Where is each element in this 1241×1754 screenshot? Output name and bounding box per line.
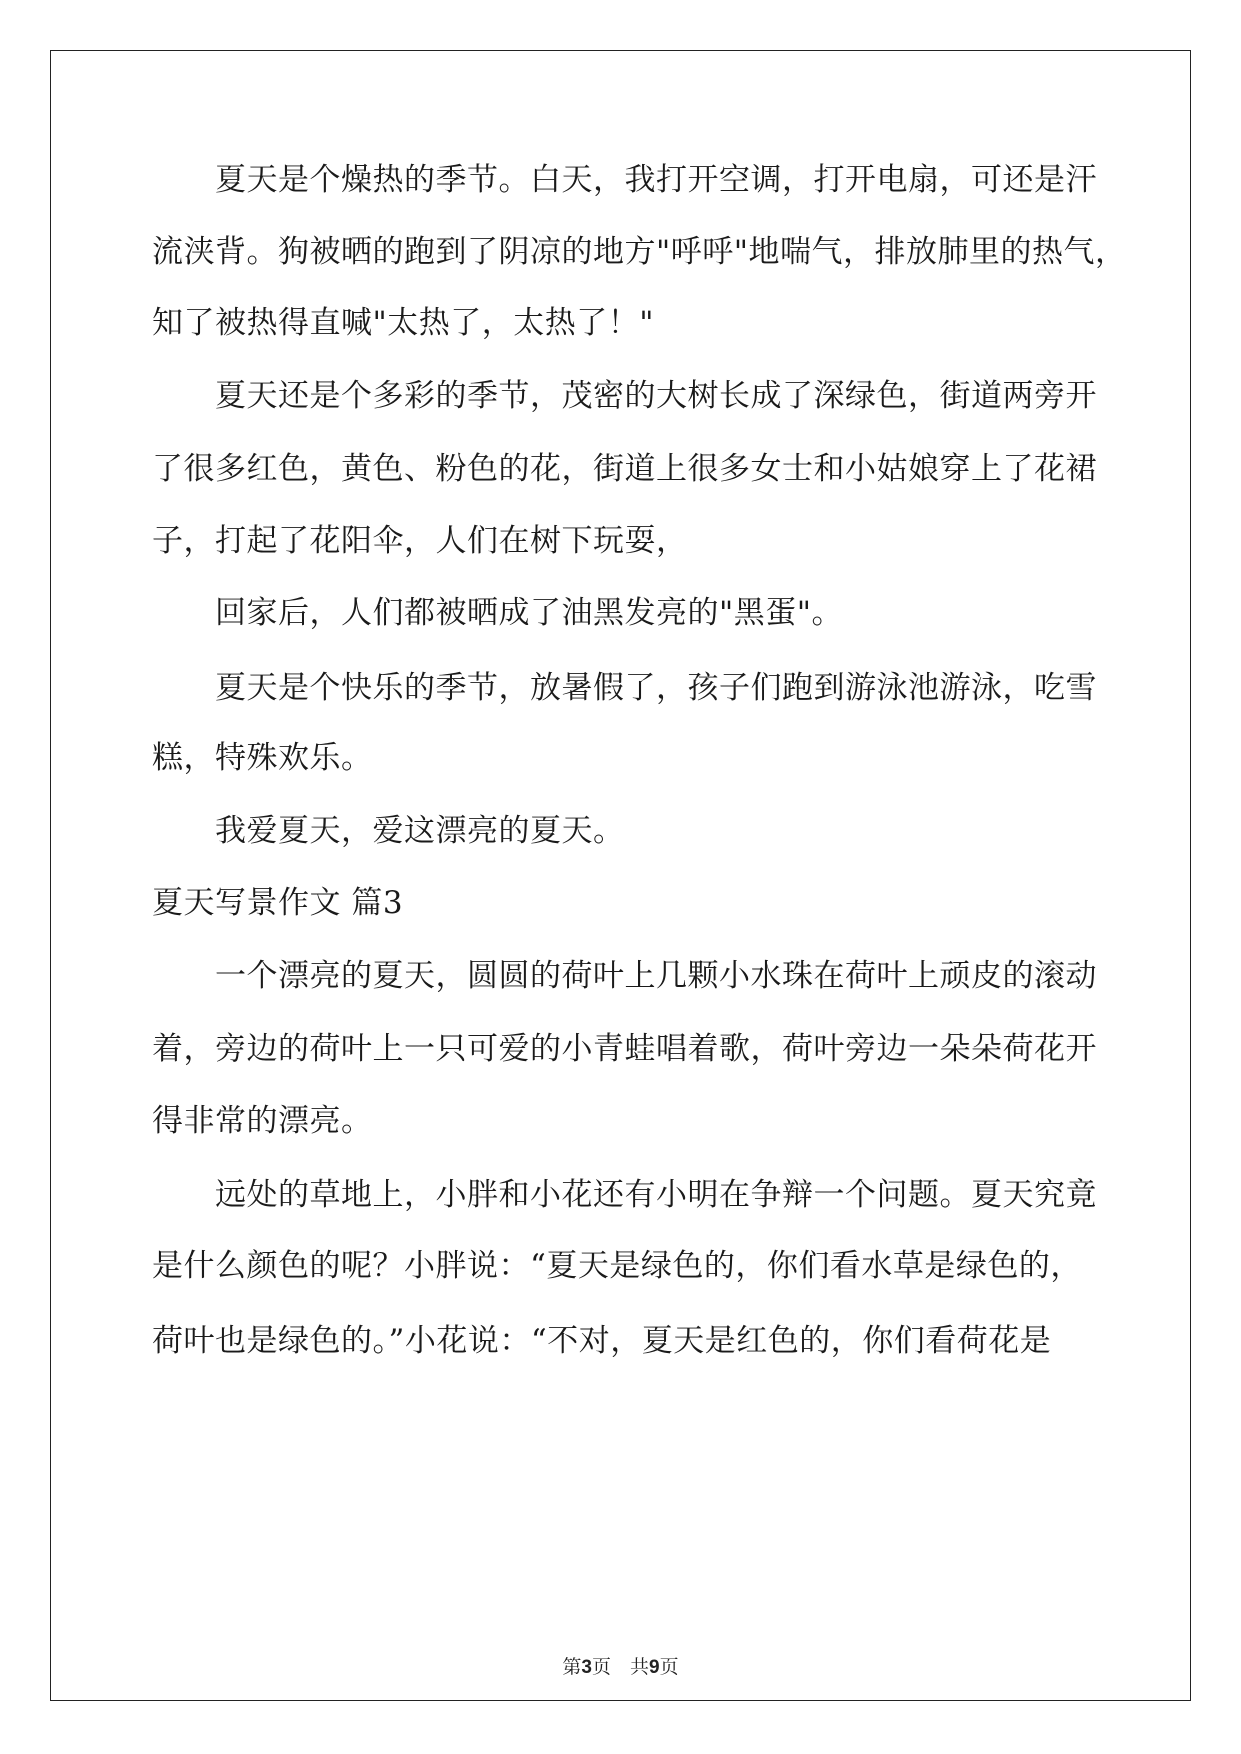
page-number-footer: [0, 1655, 1241, 1680]
text-line: 着，旁边的荷叶上一只可爱的小青蛙唱着歌，荷叶旁边一朵朵荷花开: [152, 1031, 1097, 1067]
text-line: 知了被热得直喊"太热了，太热了！": [152, 305, 655, 341]
text-line: 一个漂亮的夏天，圆圆的荷叶上几颗小水珠在荷叶上顽皮的滚动: [152, 958, 1097, 994]
text-line: 远处的草地上，小胖和小花还有小明在争辩一个问题。夏天究竟: [152, 1177, 1097, 1213]
text-line: 夏天是个燥热的季节。白天，我打开空调，打开电扇，可还是汗: [152, 162, 1097, 198]
text-line: 荷叶也是绿色的。”小花说：“不对，夏天是红色的，你们看荷花是: [152, 1323, 1052, 1359]
text-line: 是什么颜色的呢？小胖说：“夏天是绿色的，你们看水草是绿色的，: [152, 1248, 1082, 1284]
total-page-number: 9: [649, 1657, 660, 1678]
page-mid: 页 共: [591, 1656, 649, 1678]
text-line: 糕，特殊欢乐。: [152, 740, 373, 776]
text-line: 得非常的漂亮。: [152, 1103, 373, 1139]
text-line: 流浃背。狗被晒的跑到了阴凉的地方"呼呼"地喘气，排放肺里的热气，: [152, 234, 1127, 270]
page-suffix: 页: [659, 1656, 679, 1678]
text-line: 夏天是个快乐的季节，放暑假了，孩子们跑到游泳池游泳，吃雪: [152, 670, 1097, 706]
text-line: 夏天还是个多彩的季节，茂密的大树长成了深绿色，街道两旁开: [152, 378, 1097, 414]
section-heading: 夏天写景作文 篇3: [152, 885, 404, 921]
current-page-number: 3: [581, 1657, 592, 1678]
text-line: 了很多红色，黄色、粉色的花，街道上很多女士和小姑娘穿上了花裙: [152, 451, 1097, 487]
page-border: [50, 50, 1191, 1701]
text-line: 回家后，人们都被晒成了油黑发亮的"黑蛋"。: [152, 595, 844, 631]
page-prefix: 第: [562, 1656, 582, 1678]
text-line: 子，打起了花阳伞，人们在树下玩耍，: [152, 523, 688, 559]
text-line: 我爱夏天，爱这漂亮的夏天。: [152, 813, 625, 849]
